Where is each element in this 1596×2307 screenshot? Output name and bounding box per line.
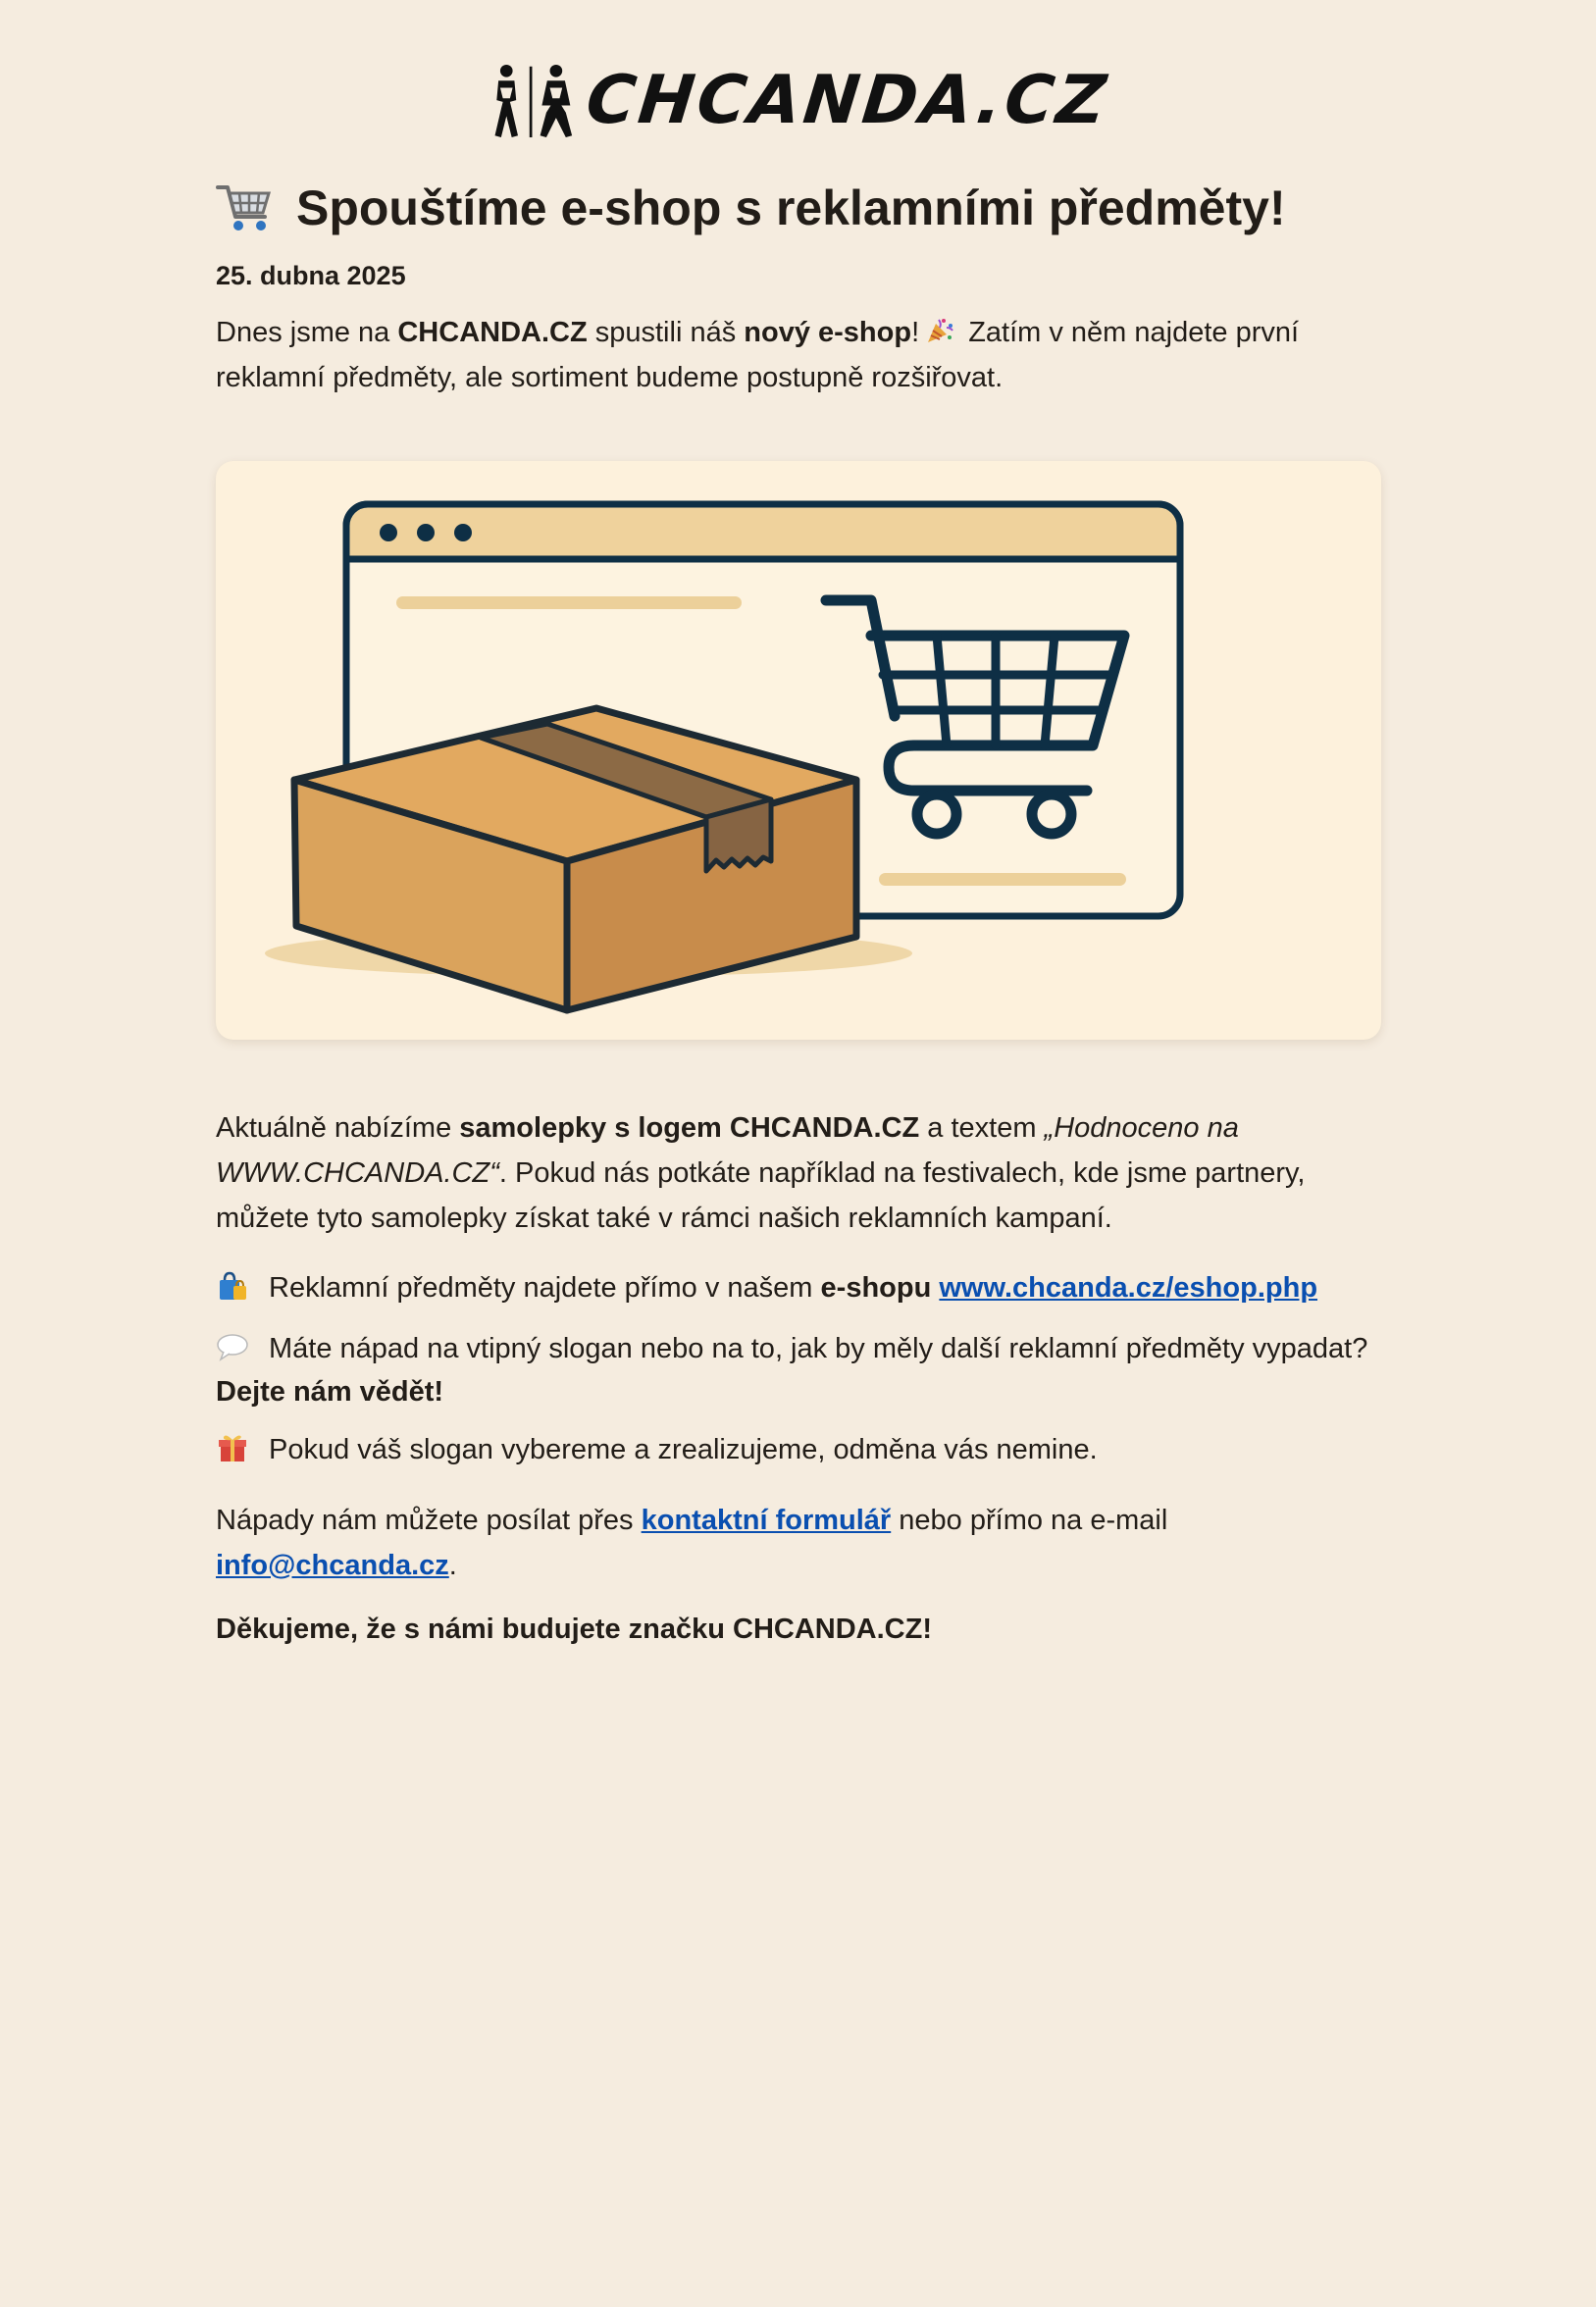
intro-text-2: spustili náš (587, 317, 745, 348)
thanks-text: Děkujeme, že s námi budujete značku CHCANDA.CZ! (216, 1614, 932, 1645)
bullet-idea-bold: Dejte nám vědět! (216, 1376, 444, 1408)
bullet-reward-text: Pokud váš slogan vybereme a zrealizujeme, odměna vás nemine. (269, 1434, 1098, 1465)
site-logo[interactable] (490, 57, 1113, 145)
bullet-reward (216, 1428, 1383, 1471)
contact-text-3: . (448, 1550, 457, 1581)
contact-paragraph (216, 1498, 1383, 1588)
intro-eshop: nový e-shop (744, 317, 912, 348)
page-title (216, 177, 1286, 239)
gift-icon (216, 1432, 249, 1463)
bullet-eshop-text: Reklamní předměty najdete přímo v našem (269, 1272, 821, 1304)
bullet-eshop (216, 1266, 1383, 1309)
bullet-idea (216, 1327, 1383, 1413)
offer-text-3: . Pokud nás potkáte například na festivalech, kde jsme partnery, můžete tyto samolepky získat také v rámci našich reklamních kampaní. (216, 1157, 1306, 1234)
contact-form-link[interactable]: kontaktní formulář (641, 1505, 892, 1536)
offer-stickers: samolepky s logem CHCANDA.CZ (459, 1112, 920, 1144)
restroom-figures-icon (490, 59, 579, 143)
bullet-eshop-bold: e-shopu (820, 1272, 932, 1304)
offer-quote: „Hodnoceno na WWW.CHCANDA.CZ“ (216, 1112, 1239, 1189)
offer-paragraph (216, 1105, 1383, 1241)
party-popper-icon (925, 316, 954, 345)
eshop-illustration-svg (216, 461, 1381, 1040)
bullet-idea-text: Máte nápad na vtipný slogan nebo na to, jak by měly další reklamní předměty vypadat? (269, 1333, 1368, 1364)
contact-text-1: Nápady nám můžete posílat přes (216, 1505, 642, 1536)
offer-text-2: a textem (919, 1112, 1045, 1144)
intro-text-3: ! (911, 317, 920, 348)
eshop-link[interactable]: www.chcanda.cz/eshop.php (939, 1272, 1318, 1304)
page-title-text: Spouštíme e-shop s reklamními předměty! (296, 180, 1286, 235)
offer-text-1: Aktuálně nabízíme (216, 1112, 460, 1144)
logo-text: CHCANDA.CZ (583, 62, 1113, 139)
speech-bubble-icon (216, 1331, 249, 1362)
email-link[interactable]: info@chcanda.cz (216, 1550, 449, 1581)
article-date: 25. dubna 2025 (216, 261, 406, 290)
shopping-cart-icon (216, 181, 273, 234)
intro-brand: CHCANDA.CZ (397, 317, 588, 348)
intro-paragraph (216, 310, 1383, 400)
eshop-illustration (216, 461, 1381, 1040)
intro-text-4: Zatím v něm najdete první reklamní předměty, ale sortiment budeme postupně rozšiřovat. (216, 317, 1300, 393)
shopping-bags-icon (216, 1270, 249, 1302)
intro-text-1: Dnes jsme na (216, 317, 398, 348)
contact-text-2: nebo přímo na e-mail (891, 1505, 1168, 1536)
